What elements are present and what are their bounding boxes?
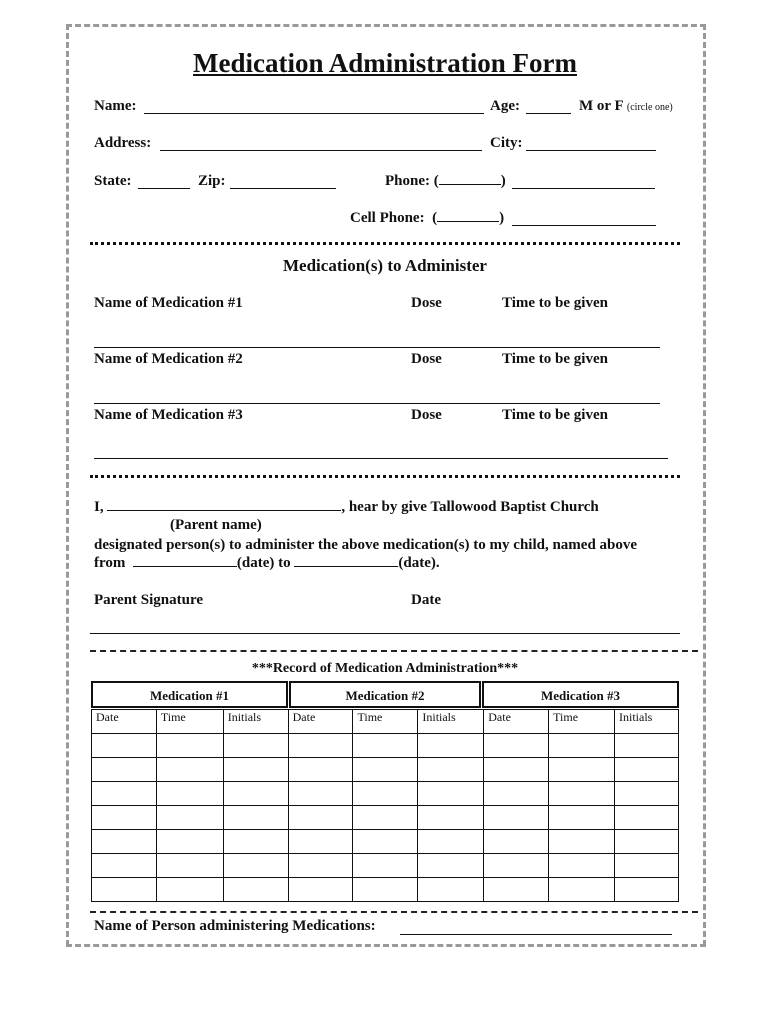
- table-cell[interactable]: [353, 830, 418, 854]
- table-cell[interactable]: [156, 854, 223, 878]
- page-border-bottom: [66, 944, 706, 947]
- phone-label-text: Phone:: [385, 173, 430, 189]
- col-time-1: Time: [156, 710, 223, 734]
- med1-dose-label: Dose: [411, 295, 442, 311]
- table-cell[interactable]: [484, 734, 549, 758]
- page-border-left: [66, 24, 69, 946]
- cell-phone-label: Cell Phone: ( ): [350, 210, 505, 226]
- table-cell[interactable]: [156, 878, 223, 902]
- table-cell[interactable]: [288, 830, 353, 854]
- city-label: City:: [490, 135, 523, 151]
- table-cell[interactable]: [223, 758, 288, 782]
- page-border-top: [66, 24, 706, 27]
- table-cell[interactable]: [549, 854, 615, 878]
- separator-dashed-1: [90, 650, 698, 652]
- state-line[interactable]: [138, 188, 190, 189]
- separator-dashed-2: [90, 911, 698, 913]
- signature-date-label: Date: [411, 592, 441, 608]
- table-cell[interactable]: [92, 806, 157, 830]
- table-row: [92, 806, 679, 830]
- administering-line[interactable]: [400, 934, 672, 935]
- phone-line[interactable]: [512, 188, 655, 189]
- table-cell[interactable]: [288, 854, 353, 878]
- table-row: [92, 830, 679, 854]
- med1-line[interactable]: [94, 347, 660, 348]
- table-cell[interactable]: [484, 758, 549, 782]
- table-cell[interactable]: [418, 758, 484, 782]
- table-cell[interactable]: [615, 806, 679, 830]
- table-cell[interactable]: [484, 830, 549, 854]
- table-cell[interactable]: [615, 734, 679, 758]
- table-cell[interactable]: [418, 878, 484, 902]
- table-cell[interactable]: [156, 758, 223, 782]
- med2-time-label: Time to be given: [502, 351, 608, 367]
- table-cell[interactable]: [418, 854, 484, 878]
- table-cell[interactable]: [353, 734, 418, 758]
- table-cell[interactable]: [288, 758, 353, 782]
- col-time-2: Time: [353, 710, 418, 734]
- table-cell[interactable]: [615, 758, 679, 782]
- table-cell[interactable]: [288, 878, 353, 902]
- table-cell[interactable]: [615, 830, 679, 854]
- parent-name-line[interactable]: [107, 510, 341, 511]
- zip-label: Zip:: [198, 173, 226, 189]
- address-label: Address:: [94, 135, 152, 151]
- phone-label: Phone: ( ): [385, 173, 506, 189]
- table-cell[interactable]: [288, 734, 353, 758]
- table-cell[interactable]: [223, 830, 288, 854]
- age-line[interactable]: [526, 113, 571, 114]
- table-cell[interactable]: [549, 806, 615, 830]
- table-cell[interactable]: [223, 806, 288, 830]
- table-cell[interactable]: [288, 782, 353, 806]
- col-initials-3: Initials: [615, 710, 679, 734]
- table-cell[interactable]: [549, 758, 615, 782]
- med1-name-label: Name of Medication #1: [94, 295, 243, 311]
- table-row: [92, 758, 679, 782]
- table-cell[interactable]: [156, 782, 223, 806]
- table-cell[interactable]: [418, 830, 484, 854]
- cell-phone-label-text: Cell Phone:: [350, 210, 425, 226]
- parent-name-caption: (Parent name): [170, 517, 262, 533]
- name-label: Name:: [94, 98, 137, 114]
- date-from-line[interactable]: [133, 566, 237, 567]
- consent-date-end: (date).: [398, 555, 440, 571]
- record-med2-header: Medication #2: [289, 681, 481, 708]
- col-date-2: Date: [288, 710, 353, 734]
- cell-phone-line[interactable]: [512, 225, 656, 226]
- table-cell[interactable]: [418, 806, 484, 830]
- table-cell[interactable]: [353, 782, 418, 806]
- table-cell[interactable]: [484, 806, 549, 830]
- table-cell[interactable]: [92, 758, 157, 782]
- table-cell[interactable]: [223, 734, 288, 758]
- administering-label: Name of Person administering Medications:: [94, 918, 376, 934]
- col-time-3: Time: [549, 710, 615, 734]
- record-med3-header: Medication #3: [482, 681, 679, 708]
- consent-line3: [94, 555, 440, 572]
- record-heading: ***Record of Medication Administration***: [251, 661, 519, 676]
- table-cell[interactable]: [418, 782, 484, 806]
- table-cell[interactable]: [549, 830, 615, 854]
- col-date-3: Date: [484, 710, 549, 734]
- med3-line[interactable]: [94, 458, 668, 459]
- separator-dotted-1: [90, 242, 680, 245]
- record-header-row: [92, 710, 679, 734]
- zip-line[interactable]: [230, 188, 336, 189]
- col-date-1: Date: [92, 710, 157, 734]
- med3-time-label: Time to be given: [502, 407, 608, 423]
- table-cell[interactable]: [484, 782, 549, 806]
- table-cell[interactable]: [223, 878, 288, 902]
- table-cell[interactable]: [615, 854, 679, 878]
- form-title: Medication Administration Form: [193, 48, 577, 78]
- table-cell[interactable]: [92, 782, 157, 806]
- med2-name-label: Name of Medication #2: [94, 351, 243, 367]
- table-cell[interactable]: [353, 758, 418, 782]
- table-row: [92, 782, 679, 806]
- date-to-line[interactable]: [294, 566, 398, 567]
- consent-date-to: (date) to: [236, 555, 291, 571]
- age-label: Age:: [490, 98, 520, 114]
- m-or-f-text[interactable]: M or F: [579, 98, 624, 114]
- table-cell[interactable]: [484, 878, 549, 902]
- consent-from: from: [94, 555, 126, 571]
- table-cell[interactable]: [549, 782, 615, 806]
- table-cell[interactable]: [156, 734, 223, 758]
- med2-dose-label: Dose: [411, 351, 442, 367]
- consent-line2: designated person(s) to administer the above medication(s) to my child, named above: [94, 537, 638, 553]
- table-cell[interactable]: [418, 734, 484, 758]
- name-line[interactable]: [144, 113, 484, 114]
- med3-name-label: Name of Medication #3: [94, 407, 243, 423]
- table-cell[interactable]: [549, 878, 615, 902]
- separator-dotted-2: [90, 475, 680, 478]
- table-cell[interactable]: [353, 854, 418, 878]
- parent-signature-label: Parent Signature: [94, 592, 204, 608]
- record-table: [91, 709, 679, 902]
- med3-dose-label: Dose: [411, 407, 442, 423]
- consent-line1: [94, 499, 599, 516]
- consent-line1-suffix: , hear by give Tallowood Baptist Church: [341, 499, 599, 515]
- table-cell[interactable]: [92, 734, 157, 758]
- col-initials-2: Initials: [418, 710, 484, 734]
- state-label: State:: [94, 173, 132, 189]
- consent-i: I,: [94, 499, 104, 515]
- address-line[interactable]: [160, 150, 482, 151]
- table-cell[interactable]: [484, 854, 549, 878]
- table-cell[interactable]: [353, 806, 418, 830]
- record-med1-header: Medication #1: [91, 681, 288, 708]
- col-initials-1: Initials: [223, 710, 288, 734]
- medications-heading: Medication(s) to Administer: [283, 256, 487, 275]
- table-cell[interactable]: [549, 734, 615, 758]
- table-cell[interactable]: [92, 878, 157, 902]
- table-cell[interactable]: [156, 830, 223, 854]
- page-border-right: [703, 24, 706, 946]
- table-row: [92, 878, 679, 902]
- table-cell[interactable]: [92, 830, 157, 854]
- signature-line[interactable]: [90, 633, 680, 634]
- med2-line[interactable]: [94, 403, 660, 404]
- circle-one-hint: (circle one): [626, 102, 673, 113]
- med1-time-label: Time to be given: [502, 295, 608, 311]
- table-cell[interactable]: [156, 806, 223, 830]
- table-cell[interactable]: [615, 782, 679, 806]
- table-cell[interactable]: [223, 782, 288, 806]
- table-cell[interactable]: [223, 854, 288, 878]
- table-cell[interactable]: [615, 878, 679, 902]
- sex-label: [579, 98, 673, 115]
- table-row: [92, 734, 679, 758]
- city-line[interactable]: [526, 150, 656, 151]
- table-cell[interactable]: [353, 878, 418, 902]
- table-cell[interactable]: [288, 806, 353, 830]
- table-cell[interactable]: [92, 854, 157, 878]
- table-row: [92, 854, 679, 878]
